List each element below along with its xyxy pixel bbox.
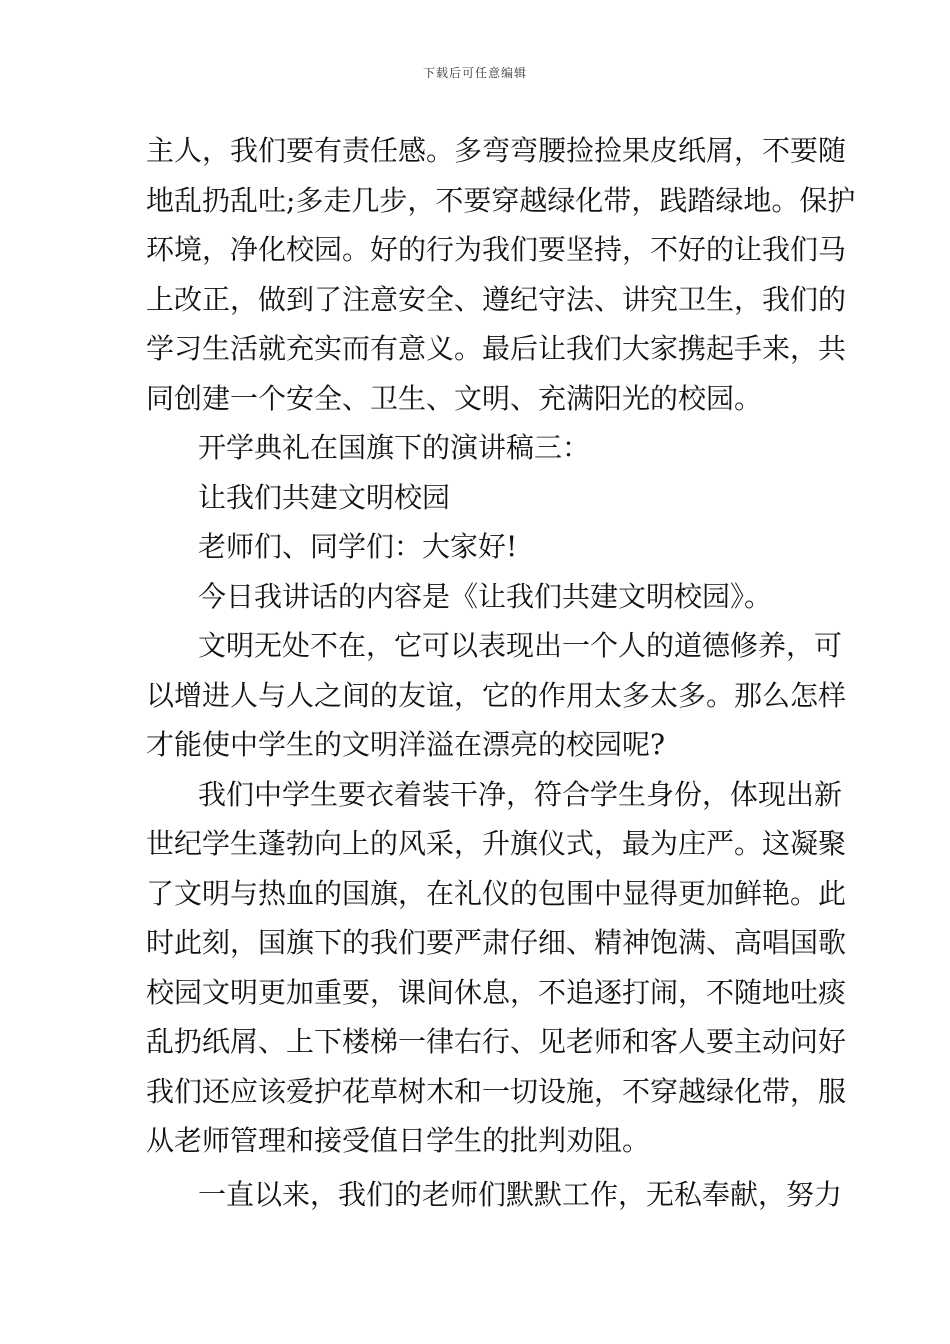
text-line: 校园文明更加重要，课间休息，不追逐打闹，不随地吐痰 — [146, 975, 847, 1009]
text-line: 时此刻，国旗下的我们要严肃仔细、精神饱满、高唱国歌 — [146, 926, 847, 959]
text-line: 上改正，做到了注意安全、遵纪守法、讲究卫生，我们的 — [146, 282, 847, 316]
paragraph-start: 一直以来，我们的老师们默默工作，无私奉献，努力 — [198, 1177, 843, 1211]
text-line: 才能使中学生的文明洋溢在漂亮的校园呢? — [146, 728, 666, 761]
section-title: 开学典礼在国旗下的演讲稿三： — [198, 431, 591, 464]
paragraph-start: 我们中学生要衣着装干净，符合学生身份，体现出新 — [198, 777, 843, 811]
text-line: 我们还应该爱护花草树木和一切设施，不穿越绿化带，服 — [146, 1074, 847, 1108]
text-line: 同创建一个安全、卫生、文明、充满阳光的校园。 — [146, 381, 763, 415]
speech-title: 让我们共建文明校园 — [198, 480, 451, 514]
text-line: 了文明与热血的国旗，在礼仪的包围中显得更加鲜艳。此 — [146, 876, 847, 910]
text-line: 从老师管理和接受值日学生的批判劝阻。 — [146, 1124, 651, 1157]
text-line: 以增进人与人之间的友谊，它的作用太多太多。那么怎样 — [146, 678, 847, 712]
page-header-note: 下载后可任意编辑 — [422, 66, 527, 80]
text-line: 学习生活就充实而有意义。最后让我们大家携起手来，共 — [146, 332, 847, 365]
text-line: 地乱扔乱吐;多走几步，不要穿越绿化带，践踏绿地。保护 — [146, 183, 856, 217]
greeting-line: 老师们、同学们：大家好! — [198, 530, 518, 563]
text-line: 今日我讲话的内容是《让我们共建文明校园》。 — [198, 579, 773, 613]
text-line: 环境，净化校园。好的行为我们要坚持，不好的让我们马 — [146, 233, 847, 266]
text-line: 世纪学生蓬勃向上的风采，升旗仪式，最为庄严。这凝聚 — [146, 827, 847, 860]
paragraph-start: 文明无处不在，它可以表现出一个人的道德修养，可 — [198, 629, 843, 662]
text-line: 乱扔纸屑、上下楼梯一律右行、见老师和客人要主动问好 — [146, 1025, 847, 1058]
text-line: 主人，我们要有责任感。多弯弯腰捡捡果皮纸屑，不要随 — [146, 134, 847, 167]
document-body — [146, 126, 856, 1219]
